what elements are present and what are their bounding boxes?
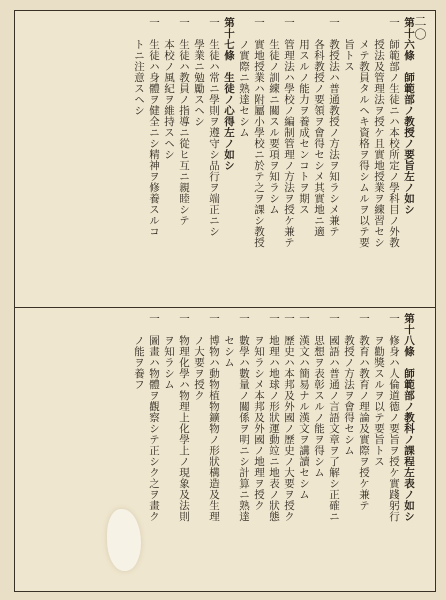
text-column: トニ注意スヘシ	[133, 17, 145, 116]
text-column: 一 教育ハ教育ノ理論及實際ヲ授ケ兼テ	[358, 313, 370, 511]
text-column: 生徒ノ訓練ニ關スル要項ヲ知ラシム	[268, 17, 280, 215]
text-column: ヲ知ラシム	[163, 313, 175, 390]
text-column: ノ能ヲ養フ	[133, 313, 145, 390]
text-column: ノ實際ニ熟達セシム	[238, 17, 250, 138]
text-column: 一 地理ハ地球ノ形狀運動竝ニ地表ノ狀態	[268, 313, 280, 522]
text-column: 一 管理法ハ學校ノ編制管理ノ方法ヲ授ケ兼テ	[283, 17, 295, 248]
section-divider	[15, 307, 435, 308]
text-column: 本校ノ風紀ヲ維持スヘシ	[163, 17, 175, 160]
text-column: 一 生徒ハ教員ノ指導ニ從ヒ互ニ親睦シテ	[178, 17, 190, 226]
text-column: 授法及管理法ヲ授ケ且實地授業ヲ練習セシ	[373, 17, 385, 248]
text-column: 一 修身ハ人倫道德ノ要旨ヲ授ケ實踐躬行	[388, 313, 400, 522]
text-column: 一 國語ハ普通ノ言語文章ヲ了解シ正確ニ	[328, 313, 340, 522]
bottom-text-block	[23, 313, 415, 583]
text-column: ヲ知ラシメ本邦及外國ノ地理ヲ授ク	[253, 313, 265, 511]
page-number: 二〇	[413, 15, 427, 41]
book-page	[14, 10, 436, 592]
text-column: 一 圖畫ハ物體ヲ觀察シテ正シク之ヲ畫ク	[148, 313, 160, 522]
text-column: 一 生徒ハ身體ヲ健全ニシ精神ヲ修養スルコ	[148, 17, 160, 237]
text-column: ヲ勸獎スルヲ以テ要旨トス	[373, 313, 385, 467]
text-column: 一 歷史ハ本邦及外國ノ歷史ノ大要ヲ授ク	[283, 313, 295, 522]
text-column: 一 生徒ハ常ニ學則ヲ遵守シ品行ヲ端正ニシ	[208, 17, 220, 237]
text-column: 一 數學ハ數量ノ關係ヲ明ニシ計算ニ熟達	[238, 313, 250, 522]
text-column: 教授ノ方法ヲ會得セシム	[343, 313, 355, 456]
text-column: セシム	[223, 313, 235, 368]
article-heading: 第十七條 生徒ノ心得左ノ如シ	[223, 17, 235, 171]
text-column: 一 漢文ハ簡易ナル漢文ヲ講讀セシム	[298, 313, 310, 500]
top-text-block	[23, 17, 415, 301]
text-column: 學業ニ勉勵スヘシ	[193, 17, 205, 127]
text-column: 思想ヲ表彰スルノ能ヲ得シム	[313, 313, 325, 478]
text-column: 一 師範部ノ生徒ニハ本校所定ノ學科目ノ外教	[388, 17, 400, 248]
text-column: 一 物理化學ハ物理上化學上ノ現象及法則	[178, 313, 190, 522]
text-column: 旨トス	[343, 17, 355, 72]
text-column: 一 博物ハ動物植物鑛物ノ形狀構造及生理	[208, 313, 220, 522]
text-column: 一 教授法ハ普通教授ノ方法ヲ知ラシメ兼テ	[328, 17, 340, 237]
text-column: 各科教授ノ要領ヲ會得セシメ其實地ニ適	[313, 17, 325, 237]
article-heading: 第十六條 師範部ノ教授ノ要旨左ノ如シ	[403, 17, 415, 215]
text-column: 用スルノ能力ヲ養成センコトヲ期ス	[298, 17, 310, 215]
text-column: メテ教員タルヘキ資格ヲ得シムルヲ以テ要	[358, 17, 370, 248]
article-heading: 第十八條 師範部ノ教科ノ課程左表ノ如シ	[403, 313, 415, 522]
text-column: ノ大要ヲ授ク	[193, 313, 205, 401]
text-column: 一 實地授業ハ附屬小學校ニ於テ之ヲ課シ教授	[253, 17, 265, 248]
